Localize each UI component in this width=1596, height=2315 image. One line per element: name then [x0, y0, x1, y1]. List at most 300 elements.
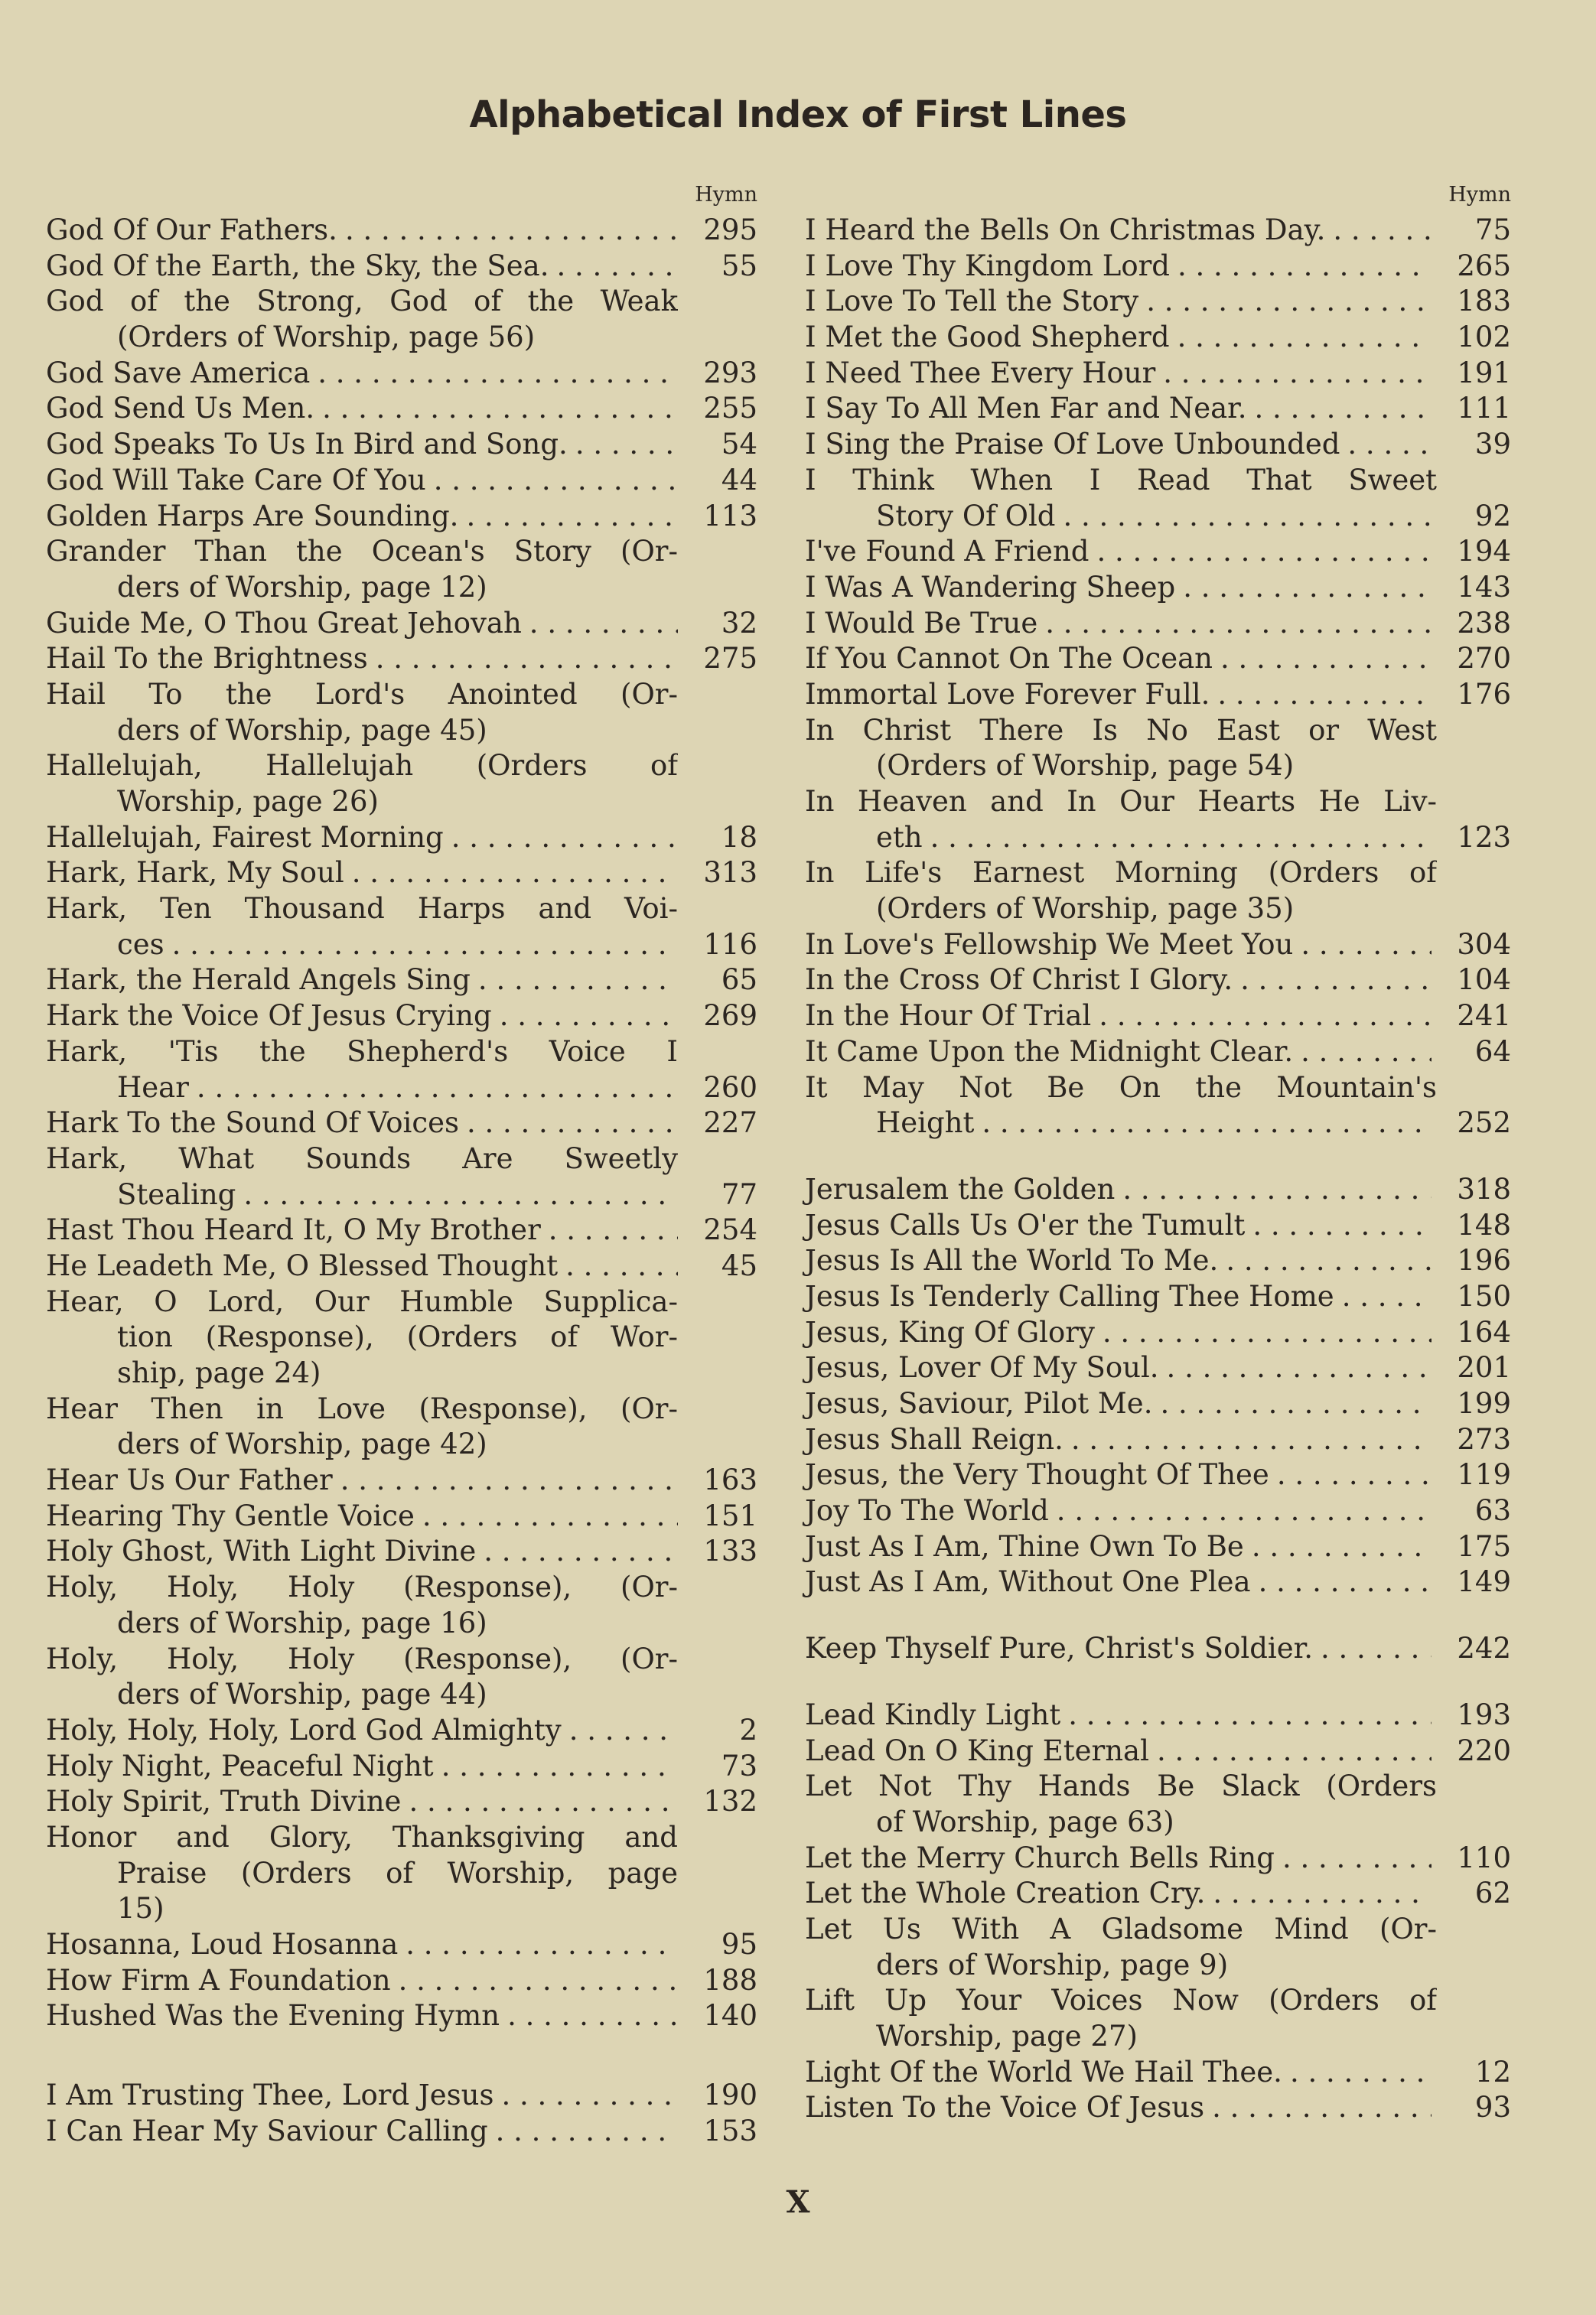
dot-leader	[401, 1784, 678, 1820]
dot-leader	[522, 606, 678, 642]
first-line-text: I Can Hear My Saviour Calling	[46, 2114, 488, 2147]
first-line-text: In Life's Earnest Morning (Orders of	[805, 856, 1437, 890]
hymn-number: 318	[1457, 1172, 1511, 1206]
first-line-text: Hear Us Our Father	[46, 1464, 333, 1497]
hymn-number: 12	[1474, 2055, 1511, 2089]
dot-leader	[1170, 249, 1432, 285]
dot-leader	[344, 855, 678, 891]
hymn-number: 54	[721, 428, 757, 461]
first-line-text: He Leadeth Me, O Blessed Thought	[46, 1249, 559, 1282]
entry-line	[46, 1499, 757, 1535]
index-entry	[46, 748, 757, 819]
dot-leader	[314, 391, 678, 427]
dot-leader	[1055, 499, 1432, 535]
first-line-text: Holy Night, Peaceful Night	[46, 1749, 434, 1783]
first-line-text: In the Hour Of Trial	[805, 999, 1092, 1033]
hymn-number: 242	[1457, 1632, 1511, 1665]
hymn-number: 102	[1457, 321, 1511, 354]
hymn-number: 95	[721, 1928, 757, 1961]
first-line-text: Holy, Holy, Holy (Response), (Or-	[46, 1571, 678, 1604]
dot-leader	[1091, 998, 1432, 1034]
first-line-text: Light Of the World We Hail Thee.	[805, 2055, 1282, 2089]
index-entry	[805, 534, 1511, 570]
entry-line	[805, 391, 1511, 427]
entry-line	[46, 391, 757, 427]
entry-line	[46, 641, 757, 677]
first-line-text: God Will Take Care Of You	[46, 463, 426, 497]
entry-line	[805, 1457, 1511, 1493]
dot-leader	[1095, 1315, 1432, 1351]
first-line-text: Hallelujah, Fairest Morning	[46, 820, 444, 854]
first-line-text: God Of the Earth, the Sky, the Sea.	[46, 249, 549, 282]
entry-line	[46, 784, 757, 820]
entry-line	[805, 855, 1511, 891]
entry-line	[805, 1422, 1511, 1458]
dot-leader	[1245, 1208, 1432, 1244]
hymn-number: 92	[1474, 499, 1511, 532]
entry-line	[805, 1529, 1511, 1565]
entry-line	[805, 499, 1511, 535]
entry-line	[805, 1876, 1511, 1912]
dot-leader	[1210, 677, 1432, 713]
first-line-text: Holy Spirit, Truth Divine	[46, 1785, 402, 1818]
first-line-text: Worship, page 27)	[876, 2020, 1138, 2053]
entry-line	[805, 606, 1511, 642]
entry-line	[805, 1841, 1511, 1877]
hymn-number: 199	[1457, 1387, 1511, 1420]
index-entry	[46, 1963, 757, 1999]
hymn-number: 93	[1474, 2091, 1511, 2125]
entry-list	[46, 213, 757, 2149]
index-entry	[805, 2055, 1511, 2091]
entry-line	[805, 641, 1511, 677]
entry-line	[805, 1631, 1511, 1667]
first-line-text: Lift Up Your Voices Now (Orders of	[805, 1984, 1437, 2017]
index-entry	[46, 1249, 757, 1284]
hymn-number: 265	[1457, 249, 1511, 282]
entry-line	[805, 1243, 1511, 1279]
entry-line	[805, 1386, 1511, 1422]
hymn-number: 252	[1457, 1106, 1511, 1140]
hymn-number: 32	[721, 606, 757, 640]
dot-leader	[1247, 391, 1432, 427]
entry-line	[46, 962, 757, 998]
hymn-number: 116	[703, 927, 757, 961]
index-entry	[805, 320, 1511, 356]
first-line-text: In Love's Fellowship We Meet You	[805, 927, 1294, 961]
first-line-text: Jesus Shall Reign.	[805, 1422, 1063, 1456]
index-entry	[805, 1698, 1511, 1734]
dot-leader	[476, 1534, 678, 1570]
first-line-text: eth	[876, 820, 923, 854]
entry-line	[46, 1820, 757, 1856]
hymn-number: 151	[703, 1499, 757, 1532]
hymn-number: 270	[1457, 642, 1511, 676]
dot-leader	[368, 641, 678, 677]
first-line-text: Height	[876, 1106, 975, 1140]
entry-line	[46, 570, 757, 606]
index-entry	[805, 1876, 1511, 1912]
entry-line	[46, 2078, 757, 2114]
first-line-text: Lead Kindly Light	[805, 1698, 1061, 1731]
entry-line	[46, 820, 757, 856]
index-entry	[805, 1983, 1511, 2054]
first-line-text: I Need Thee Every Hour	[805, 356, 1156, 389]
page-title: Alphabetical Index of First Lines	[469, 93, 1127, 136]
index-entry	[46, 356, 757, 392]
first-line-text: God Speaks To Us In Bird and Song.	[46, 428, 568, 461]
letter-group	[805, 213, 1511, 1141]
index-entry	[46, 2078, 757, 2114]
first-line-text: I Am Trusting Thee, Lord Jesus	[46, 2079, 494, 2112]
entry-line	[46, 1356, 757, 1392]
dot-leader	[189, 1070, 678, 1106]
first-line-text: It May Not Be On the Mountain's	[805, 1070, 1437, 1104]
hymn-column-header: Hymn	[1448, 183, 1511, 207]
first-line-text: Let Not Thy Hands Be Slack (Orders	[805, 1770, 1437, 1803]
index-entry	[805, 962, 1511, 998]
entry-line	[805, 1564, 1511, 1600]
hymn-number: 104	[1457, 963, 1511, 997]
entry-line	[46, 213, 757, 249]
first-line-text: Keep Thyself Pure, Christ's Soldier.	[805, 1632, 1313, 1665]
dot-leader	[1340, 427, 1432, 463]
entry-line	[805, 713, 1511, 749]
first-line-text: Hark, 'Tis the Shepherd's Voice I	[46, 1034, 678, 1068]
hymn-number: 220	[1457, 1734, 1511, 1767]
entry-line	[46, 1284, 757, 1320]
hymn-number: 45	[721, 1249, 757, 1282]
hymn-number: 194	[1457, 535, 1511, 568]
first-line-text: In Heaven and In Our Hearts He Liv-	[805, 785, 1437, 818]
hymn-number: 113	[703, 499, 757, 532]
index-entry	[46, 1927, 757, 1963]
hymn-number: 63	[1474, 1494, 1511, 1528]
first-line-text: Immortal Love Forever Full.	[805, 677, 1210, 711]
first-line-text: Hark, Ten Thousand Harps and Voi-	[46, 892, 678, 926]
first-line-text: (Orders of Worship, page 54)	[876, 749, 1295, 783]
page-number: X	[786, 2184, 810, 2220]
hymn-number: 65	[721, 963, 757, 997]
index-entry	[805, 1529, 1511, 1565]
entry-line	[46, 1570, 757, 1606]
entry-line	[805, 1208, 1511, 1244]
index-entry	[805, 1422, 1511, 1458]
hymn-number: 148	[1457, 1208, 1511, 1242]
index-entry	[46, 677, 757, 748]
entry-line	[46, 1642, 757, 1678]
entry-line	[805, 2090, 1511, 2126]
hymn-number: 143	[1457, 570, 1511, 604]
first-line-text: It Came Upon the Midnight Clear.	[805, 1034, 1294, 1068]
index-entry	[46, 213, 757, 249]
entry-line	[46, 1070, 757, 1106]
dot-leader	[236, 1177, 678, 1213]
hymn-number: 64	[1474, 1034, 1511, 1068]
index-entry	[46, 427, 757, 463]
index-entry	[805, 391, 1511, 427]
dot-leader	[1334, 1279, 1432, 1315]
first-line-text: ders of Worship, page 16)	[117, 1606, 487, 1639]
entry-line	[46, 1141, 757, 1177]
entry-line	[805, 320, 1511, 356]
index-entry	[805, 1172, 1511, 1208]
dot-leader	[1063, 1422, 1432, 1458]
entry-line	[46, 1891, 757, 1927]
entry-line	[46, 1320, 757, 1356]
entry-line	[805, 1734, 1511, 1770]
first-line-text: I Love To Tell the Story	[805, 285, 1139, 318]
first-line-text: tion (Response), (Orders of Wor-	[117, 1320, 678, 1354]
first-line-text: Grander Than the Ocean's Story (Or-	[46, 535, 678, 568]
index-entry	[805, 213, 1511, 249]
entry-line	[46, 1427, 757, 1463]
entry-line	[805, 998, 1511, 1034]
index-entry	[805, 1457, 1511, 1493]
entry-line	[46, 249, 757, 285]
dot-leader	[1269, 1457, 1432, 1493]
entry-line	[805, 1172, 1511, 1208]
index-entry	[46, 1642, 757, 1713]
first-line-text: Jesus, Lover Of My Soul.	[805, 1351, 1159, 1385]
index-entry	[805, 1243, 1511, 1279]
dot-leader	[310, 356, 678, 392]
first-line-text: Joy To The World	[805, 1494, 1049, 1528]
entry-line	[46, 1606, 757, 1642]
entry-line	[805, 1769, 1511, 1805]
dot-leader	[1175, 570, 1432, 606]
hymn-number: 149	[1457, 1565, 1511, 1599]
dot-leader	[337, 213, 678, 249]
first-line-text: 15)	[117, 1892, 164, 1926]
dot-leader	[1251, 1564, 1432, 1600]
entry-line	[805, 1493, 1511, 1529]
entry-line	[46, 1177, 757, 1213]
entry-line	[805, 1948, 1511, 1984]
index-entry	[46, 855, 757, 891]
dot-leader	[458, 499, 678, 535]
index-entry	[46, 1213, 757, 1249]
dot-leader	[415, 1499, 678, 1535]
index-entry	[46, 1749, 757, 1785]
first-line-text: I Met the Good Shepherd	[805, 321, 1170, 354]
hymn-number: 241	[1457, 999, 1511, 1033]
hymn-number: 44	[721, 463, 757, 497]
entry-line	[805, 427, 1511, 463]
first-line-text: Jesus, King Of Glory	[805, 1315, 1095, 1349]
hymn-number: 77	[721, 1177, 757, 1211]
first-line-text: How Firm A Foundation	[46, 1963, 391, 1997]
dot-leader	[488, 2114, 678, 2150]
first-line-text: In the Cross Of Christ I Glory.	[805, 963, 1233, 997]
first-line-text: God of the Strong, God of the Weak	[46, 285, 678, 318]
dot-leader	[1115, 1172, 1432, 1208]
first-line-text: God Send Us Men.	[46, 392, 315, 425]
dot-leader	[1159, 1350, 1432, 1386]
hymn-number: 196	[1457, 1244, 1511, 1278]
index-entry	[46, 1141, 757, 1213]
hymn-number: 111	[1457, 392, 1511, 425]
entry-line	[46, 1213, 757, 1249]
entry-line	[805, 1350, 1511, 1386]
dot-leader	[1244, 1529, 1432, 1565]
index-entry	[46, 606, 757, 642]
first-line-text: I Say To All Men Far and Near.	[805, 392, 1247, 425]
dot-leader	[333, 1463, 678, 1499]
first-line-text: Hear	[117, 1070, 189, 1104]
entry-line	[46, 1534, 757, 1570]
hymn-number: 2	[739, 1713, 757, 1747]
entry-line	[46, 891, 757, 927]
first-line-text: ders of Worship, page 9)	[876, 1948, 1229, 1981]
hymn-number: 73	[721, 1749, 757, 1783]
index-entry	[805, 1315, 1511, 1351]
first-line-text: Jesus, Saviour, Pilot Me.	[805, 1387, 1153, 1420]
entry-line	[805, 284, 1511, 320]
index-entry	[805, 356, 1511, 392]
index-entry	[805, 1350, 1511, 1386]
dot-leader	[1204, 2090, 1432, 2126]
hymn-number: 140	[703, 1999, 757, 2033]
entry-line	[46, 1749, 757, 1785]
index-entry	[805, 641, 1511, 677]
index-entry	[805, 1279, 1511, 1315]
hymn-number: 176	[1457, 677, 1511, 711]
index-entry	[805, 1631, 1511, 1667]
first-line-text: Honor and Glory, Thanksgiving and	[46, 1820, 678, 1854]
hymn-number: 273	[1457, 1422, 1511, 1456]
first-line-text: I Think When I Read That Sweet	[805, 463, 1437, 497]
hymn-number: 163	[703, 1464, 757, 1497]
hymn-column-header: Hymn	[695, 183, 757, 207]
index-entry	[46, 534, 757, 605]
entry-line	[46, 1998, 757, 2034]
entry-line	[805, 534, 1511, 570]
entry-line	[46, 855, 757, 891]
hymn-number: 123	[1457, 820, 1511, 854]
first-line-text: I Heard the Bells On Christmas Day.	[805, 213, 1326, 246]
entry-line	[46, 1713, 757, 1749]
dot-leader	[1089, 534, 1432, 570]
index-entry	[805, 427, 1511, 463]
first-line-text: Jesus Calls Us O'er the Tumult	[805, 1208, 1246, 1242]
first-line-text: Just As I Am, Thine Own To Be	[805, 1529, 1244, 1563]
entry-line	[46, 748, 757, 784]
entry-line	[805, 927, 1511, 963]
index-entry	[46, 891, 757, 962]
hymn-number: 304	[1457, 927, 1511, 961]
hymn-number: 55	[721, 249, 757, 282]
first-line-text: ders of Worship, page 12)	[117, 570, 487, 604]
first-line-text: Hast Thou Heard It, O My Brother	[46, 1213, 541, 1247]
dot-leader	[562, 1713, 678, 1749]
dot-leader	[1275, 1841, 1432, 1877]
entry-line	[805, 2019, 1511, 2055]
hymn-number: 238	[1457, 606, 1511, 640]
dot-leader	[1205, 1876, 1432, 1912]
first-line-text: Jesus, the Very Thought Of Thee	[805, 1458, 1269, 1492]
index-entry	[46, 1284, 757, 1392]
letter-group	[805, 1631, 1511, 1667]
first-line-text: Holy, Holy, Holy (Response), (Or-	[46, 1642, 678, 1675]
index-entry	[46, 641, 757, 677]
entry-line	[805, 1105, 1511, 1141]
entry-line	[805, 1912, 1511, 1948]
first-line-text: Hear, O Lord, Our Humble Supplica-	[46, 1284, 678, 1318]
dot-leader	[549, 249, 678, 285]
dot-leader	[1155, 356, 1432, 392]
entry-line	[805, 213, 1511, 249]
first-line-text: ship, page 24)	[117, 1356, 321, 1389]
hymn-number: 75	[1474, 213, 1511, 246]
first-line-text: ders of Worship, page 45)	[117, 713, 487, 747]
index-entry	[805, 677, 1511, 713]
entry-line	[46, 606, 757, 642]
hymn-number: 188	[703, 1963, 757, 1997]
dot-leader	[1218, 1243, 1432, 1279]
first-line-text: I Sing the Praise Of Love Unbounded	[805, 428, 1340, 461]
entry-line	[805, 1070, 1511, 1106]
entry-line	[805, 891, 1511, 927]
hymn-number: 175	[1457, 1529, 1511, 1563]
first-line-text: Guide Me, O Thou Great Jehovah	[46, 606, 522, 640]
first-line-text: Hail To the Lord's Anointed (Or-	[46, 677, 678, 711]
index-column-left	[46, 177, 757, 2149]
index-entry	[805, 1912, 1511, 1983]
index-entry	[805, 784, 1511, 855]
entry-line	[805, 1279, 1511, 1315]
dot-leader	[1293, 927, 1432, 963]
dot-leader	[1213, 641, 1432, 677]
hymn-number: 110	[1457, 1841, 1511, 1874]
hymn-number: 18	[721, 820, 757, 854]
entry-line	[46, 927, 757, 963]
dot-leader	[444, 820, 678, 856]
entry-line	[46, 1927, 757, 1963]
dot-leader	[471, 962, 678, 998]
entry-line	[805, 677, 1511, 713]
index-entry	[805, 606, 1511, 642]
hymn-number: 191	[1457, 356, 1511, 389]
dot-leader	[558, 1249, 678, 1284]
first-line-text: Hear Then in Love (Response), (Or-	[46, 1392, 678, 1425]
index-entry	[805, 249, 1511, 285]
index-entry	[46, 1820, 757, 1927]
entry-line	[46, 1963, 757, 1999]
first-line-text: God Of Our Fathers.	[46, 213, 337, 246]
entry-line	[46, 463, 757, 499]
hymn-number: 269	[703, 999, 757, 1033]
hymn-number: 190	[703, 2079, 757, 2112]
dot-leader	[493, 2078, 678, 2114]
hymn-number: 193	[1457, 1698, 1511, 1731]
index-entry	[46, 249, 757, 285]
entry-line	[46, 499, 757, 535]
first-line-text: Lead On O King Eternal	[805, 1734, 1149, 1767]
index-column-right	[805, 177, 1511, 2126]
first-line-text: Stealing	[117, 1177, 236, 1211]
first-line-text: Hark, Hark, My Soul	[46, 856, 344, 890]
first-line-text: Let the Merry Church Bells Ring	[805, 1841, 1275, 1874]
index-entry	[46, 962, 757, 998]
index-entry	[46, 499, 757, 535]
entry-line	[46, 713, 757, 749]
hymn-number: 153	[703, 2114, 757, 2147]
entry-line	[46, 427, 757, 463]
dot-leader	[1138, 284, 1432, 320]
hymn-number: 255	[703, 392, 757, 425]
hymn-number: 313	[703, 856, 757, 890]
